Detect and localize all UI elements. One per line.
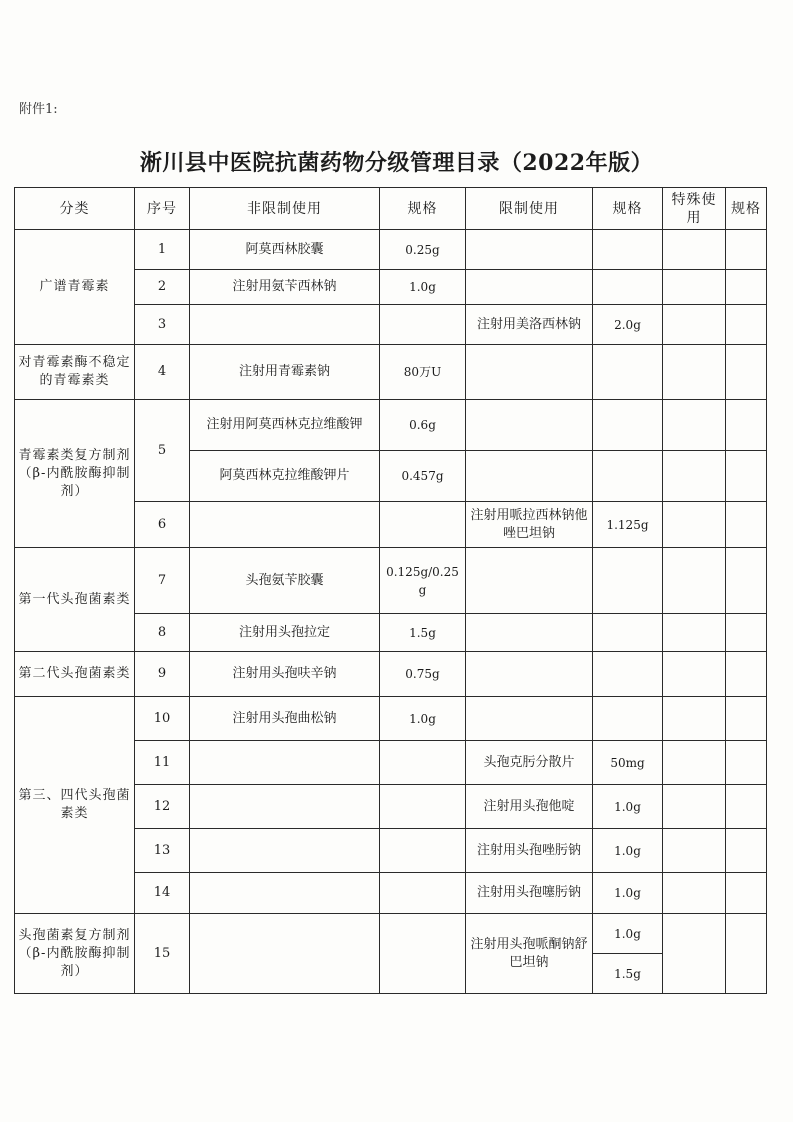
row-no: 10 xyxy=(135,697,190,741)
unrestricted-drug: 注射用氨苄西林钠 xyxy=(190,270,380,305)
restricted-spec: 1.5g xyxy=(593,954,663,994)
row-no: 9 xyxy=(135,652,190,697)
restricted-spec: 50mg xyxy=(593,741,663,785)
header-unrestricted: 非限制使用 xyxy=(190,188,380,230)
unrestricted-spec: 1.0g xyxy=(380,697,466,741)
special-spec xyxy=(726,502,767,548)
row-no: 1 xyxy=(135,230,190,270)
restricted-spec xyxy=(593,652,663,697)
special-drug xyxy=(663,914,726,994)
header-restricted: 限制使用 xyxy=(466,188,593,230)
special-drug xyxy=(663,652,726,697)
unrestricted-spec: 1.0g xyxy=(380,270,466,305)
table-row xyxy=(15,548,767,614)
unrestricted-spec: 0.457g xyxy=(380,451,466,502)
restricted-spec xyxy=(593,614,663,652)
restricted-spec: 1.0g xyxy=(593,785,663,829)
restricted-spec: 1.0g xyxy=(593,829,663,873)
restricted-spec: 2.0g xyxy=(593,305,663,345)
special-drug xyxy=(663,230,726,270)
header-spec-restricted: 规格 xyxy=(593,188,663,230)
restricted-spec xyxy=(593,548,663,614)
special-drug xyxy=(663,548,726,614)
category-cell: 第二代头孢菌素类 xyxy=(15,652,135,697)
restricted-drug: 注射用头孢哌酮钠舒巴坦钠 xyxy=(466,914,593,994)
special-drug xyxy=(663,829,726,873)
restricted-spec xyxy=(593,697,663,741)
unrestricted-drug: 注射用头孢曲松钠 xyxy=(190,697,380,741)
special-spec xyxy=(726,873,767,914)
row-no: 2 xyxy=(135,270,190,305)
restricted-drug xyxy=(466,270,593,305)
restricted-drug xyxy=(466,451,593,502)
unrestricted-spec: 0.6g xyxy=(380,400,466,451)
category-cell: 青霉素类复方制剂（β-内酰胺酶抑制剂） xyxy=(15,400,135,548)
restricted-drug: 注射用美洛西林钠 xyxy=(466,305,593,345)
page-title: 淅川县中医院抗菌药物分级管理目录（2022年版） xyxy=(139,150,654,176)
special-spec xyxy=(726,697,767,741)
restricted-drug: 注射用头孢他啶 xyxy=(466,785,593,829)
special-drug xyxy=(663,400,726,451)
attachment-label: 附件1: xyxy=(19,102,58,117)
unrestricted-spec: 0.125g/0.25g xyxy=(380,548,466,614)
row-no: 8 xyxy=(135,614,190,652)
header-no: 序号 xyxy=(135,188,190,230)
special-spec xyxy=(726,785,767,829)
unrestricted-drug: 注射用头孢呋辛钠 xyxy=(190,652,380,697)
special-drug xyxy=(663,270,726,305)
unrestricted-drug: 阿莫西林克拉维酸钾片 xyxy=(190,451,380,502)
special-drug xyxy=(663,614,726,652)
unrestricted-spec xyxy=(380,305,466,345)
special-drug xyxy=(663,305,726,345)
unrestricted-spec xyxy=(380,873,466,914)
special-drug xyxy=(663,785,726,829)
restricted-spec xyxy=(593,400,663,451)
unrestricted-spec xyxy=(380,502,466,548)
unrestricted-drug xyxy=(190,829,380,873)
unrestricted-spec xyxy=(380,914,466,994)
table-row xyxy=(15,345,767,400)
special-spec xyxy=(726,451,767,502)
header-special: 特殊使用 xyxy=(663,188,726,230)
category-cell: 头孢菌素复方制剂（β-内酰胺酶抑制剂） xyxy=(15,914,135,994)
special-spec xyxy=(726,270,767,305)
table-row xyxy=(15,697,767,741)
special-drug xyxy=(663,873,726,914)
unrestricted-drug xyxy=(190,305,380,345)
restricted-drug xyxy=(466,345,593,400)
unrestricted-spec xyxy=(380,829,466,873)
unrestricted-spec: 1.5g xyxy=(380,614,466,652)
unrestricted-drug xyxy=(190,914,380,994)
row-no: 6 xyxy=(135,502,190,548)
restricted-drug xyxy=(466,614,593,652)
restricted-drug xyxy=(466,548,593,614)
row-no: 3 xyxy=(135,305,190,345)
restricted-spec xyxy=(593,345,663,400)
row-no: 7 xyxy=(135,548,190,614)
unrestricted-spec xyxy=(380,785,466,829)
special-spec xyxy=(726,305,767,345)
category-cell: 广谱青霉素 xyxy=(15,230,135,345)
special-drug xyxy=(663,345,726,400)
restricted-spec xyxy=(593,451,663,502)
category-cell: 第一代头孢菌素类 xyxy=(15,548,135,652)
unrestricted-spec: 0.75g xyxy=(380,652,466,697)
restricted-spec xyxy=(593,270,663,305)
unrestricted-spec xyxy=(380,741,466,785)
restricted-spec: 1.0g xyxy=(593,873,663,914)
row-no: 5 xyxy=(135,400,190,502)
unrestricted-spec: 0.25g xyxy=(380,230,466,270)
antibiotic-catalog-table xyxy=(14,187,767,994)
table-row xyxy=(15,914,767,954)
unrestricted-drug: 注射用青霉素钠 xyxy=(190,345,380,400)
restricted-spec: 1.125g xyxy=(593,502,663,548)
special-drug xyxy=(663,502,726,548)
special-spec xyxy=(726,548,767,614)
unrestricted-drug xyxy=(190,502,380,548)
row-no: 15 xyxy=(135,914,190,994)
row-no: 12 xyxy=(135,785,190,829)
special-spec xyxy=(726,914,767,994)
category-cell: 对青霉素酶不稳定的青霉素类 xyxy=(15,345,135,400)
table-row xyxy=(15,230,767,270)
special-spec xyxy=(726,829,767,873)
header-spec-unrestricted: 规格 xyxy=(380,188,466,230)
restricted-drug: 注射用头孢唑肟钠 xyxy=(466,829,593,873)
row-no: 4 xyxy=(135,345,190,400)
special-drug xyxy=(663,451,726,502)
unrestricted-drug xyxy=(190,785,380,829)
restricted-drug xyxy=(466,230,593,270)
special-spec xyxy=(726,741,767,785)
restricted-drug xyxy=(466,652,593,697)
row-no: 13 xyxy=(135,829,190,873)
special-drug xyxy=(663,697,726,741)
unrestricted-drug xyxy=(190,873,380,914)
special-spec xyxy=(726,652,767,697)
header-category: 分类 xyxy=(15,188,135,230)
unrestricted-drug: 头孢氨苄胶囊 xyxy=(190,548,380,614)
special-spec xyxy=(726,345,767,400)
restricted-spec xyxy=(593,230,663,270)
row-no: 11 xyxy=(135,741,190,785)
restricted-drug: 注射用头孢噻肟钠 xyxy=(466,873,593,914)
restricted-drug xyxy=(466,697,593,741)
restricted-spec: 1.0g xyxy=(593,914,663,954)
unrestricted-drug: 注射用阿莫西林克拉维酸钾 xyxy=(190,400,380,451)
special-spec xyxy=(726,400,767,451)
row-no: 14 xyxy=(135,873,190,914)
header-spec-special: 规格 xyxy=(726,188,767,230)
table-row xyxy=(15,400,767,451)
restricted-drug: 头孢克肟分散片 xyxy=(466,741,593,785)
special-spec xyxy=(726,230,767,270)
header-row xyxy=(15,188,767,230)
unrestricted-drug: 阿莫西林胶囊 xyxy=(190,230,380,270)
restricted-drug xyxy=(466,400,593,451)
special-spec xyxy=(726,614,767,652)
special-drug xyxy=(663,741,726,785)
unrestricted-drug: 注射用头孢拉定 xyxy=(190,614,380,652)
category-cell: 第三、四代头孢菌素类 xyxy=(15,697,135,914)
unrestricted-spec: 80万U xyxy=(380,345,466,400)
restricted-drug: 注射用哌拉西林钠他唑巴坦钠 xyxy=(466,502,593,548)
unrestricted-drug xyxy=(190,741,380,785)
table-row xyxy=(15,652,767,697)
